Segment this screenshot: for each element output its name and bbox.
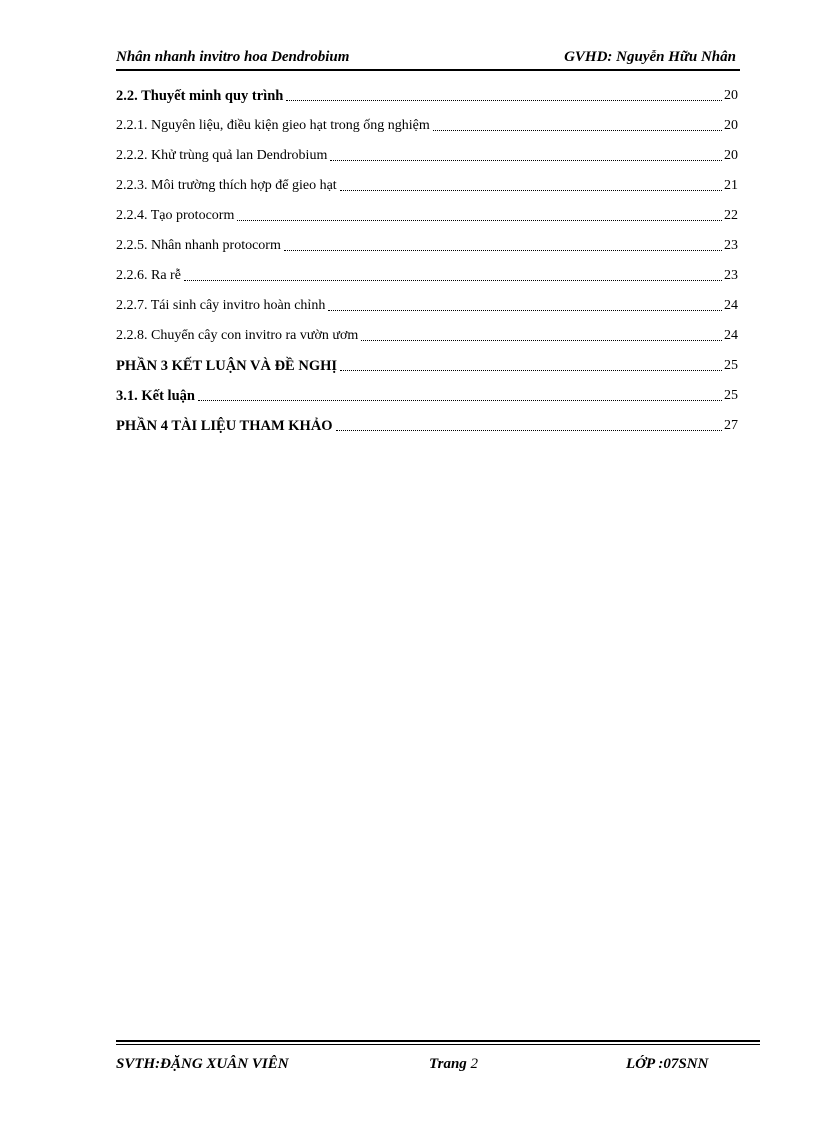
toc-entry-title: 2.2.6. Ra rễ <box>116 268 181 283</box>
footer-page-value: 2 <box>470 1056 479 1072</box>
toc-entry-title: 3.1. Kết luận <box>116 388 195 404</box>
toc-dot-leader <box>198 399 722 401</box>
toc-dot-leader <box>336 429 722 431</box>
toc-dot-leader <box>286 99 722 101</box>
toc-dot-leader <box>340 369 722 371</box>
header-rule <box>116 69 740 71</box>
toc-entry[interactable] <box>116 137 738 167</box>
toc-entry-page: 23 <box>724 268 738 283</box>
footer-rule-top <box>116 1040 760 1042</box>
toc-entry-page: 22 <box>724 208 738 223</box>
toc-entry-page: 25 <box>724 358 738 373</box>
toc-entry[interactable] <box>116 377 738 407</box>
footer-page-number <box>429 1056 478 1073</box>
toc-entry[interactable] <box>116 347 738 377</box>
footer-rule-bottom <box>116 1044 760 1045</box>
toc-entry-page: 24 <box>724 298 738 313</box>
toc-dot-leader <box>237 219 722 221</box>
toc-entry[interactable] <box>116 197 738 227</box>
toc-entry[interactable] <box>116 317 738 347</box>
toc-entry[interactable] <box>116 107 738 137</box>
toc-dot-leader <box>340 189 722 191</box>
toc-dot-leader <box>184 279 722 281</box>
page-footer <box>116 1056 760 1078</box>
toc-entry-page: 21 <box>724 178 738 193</box>
toc-entry-page: 20 <box>724 118 738 133</box>
toc-entry[interactable] <box>116 77 738 107</box>
toc-entry-title: 2.2. Thuyết minh quy trình <box>116 88 284 104</box>
header-advisor: GVHD: Nguyễn Hữu Nhân <box>564 49 736 65</box>
table-of-contents <box>116 77 738 437</box>
toc-entry-title: 2.2.2. Khử trùng quả lan Dendrobium <box>116 148 328 163</box>
toc-entry-page: 20 <box>724 148 738 163</box>
toc-entry[interactable] <box>116 257 738 287</box>
toc-dot-leader <box>330 159 722 161</box>
toc-dot-leader <box>328 309 722 311</box>
toc-entry[interactable] <box>116 167 738 197</box>
toc-entry-title: 2.2.3. Môi trường thích hợp để gieo hạt <box>116 178 337 193</box>
footer-student: SVTH:ĐẶNG XUÂN VIÊN <box>116 1056 289 1072</box>
toc-entry-title: 2.2.1. Nguyên liệu, điều kiện gieo hạt trong ống nghiệm <box>116 118 430 133</box>
toc-entry-title: PHẦN 3 KẾT LUẬN VÀ ĐỀ NGHỊ <box>116 358 338 374</box>
header-document-title: Nhân nhanh invitro hoa Dendrobium <box>116 49 350 65</box>
toc-entry-page: 24 <box>724 328 738 343</box>
toc-entry[interactable] <box>116 407 738 437</box>
toc-entry-page: 23 <box>724 238 738 253</box>
toc-entry-title: 2.2.8. Chuyển cây con invitro ra vườn ươm <box>116 328 359 343</box>
toc-entry-title: 2.2.7. Tái sinh cây invitro hoàn chỉnh <box>116 298 326 313</box>
toc-entry[interactable] <box>116 227 738 257</box>
page-header <box>116 48 740 68</box>
toc-entry-page: 27 <box>724 418 738 433</box>
toc-entry-title: 2.2.5. Nhân nhanh protocorm <box>116 238 281 253</box>
toc-entry-title: 2.2.4. Tạo protocorm <box>116 208 235 223</box>
toc-entry-page: 20 <box>724 88 738 103</box>
toc-entry-page: 25 <box>724 388 738 403</box>
footer-page-label: Trang <box>429 1056 467 1072</box>
toc-entry[interactable] <box>116 287 738 317</box>
toc-entry-title: PHẦN 4 TÀI LIỆU THAM KHẢO <box>116 418 333 434</box>
toc-dot-leader <box>284 249 722 251</box>
toc-dot-leader <box>433 129 722 131</box>
toc-dot-leader <box>361 339 722 341</box>
footer-class: LỚP :07SNN <box>626 1056 709 1072</box>
